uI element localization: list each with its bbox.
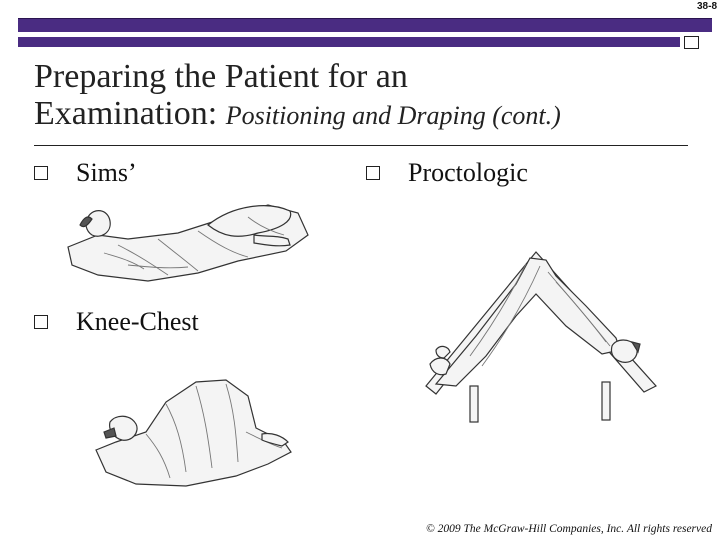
- bullet-knee-chest: [34, 307, 199, 337]
- title-line-2-subtitle: Positioning and Draping (cont.): [225, 101, 561, 130]
- title-underline: [34, 145, 688, 146]
- bullet-sims: [34, 158, 137, 188]
- knee-chest-position-illustration: [86, 372, 296, 492]
- title-line-1: Preparing the Patient for an: [34, 58, 408, 95]
- header-bar-bottom: [18, 37, 680, 47]
- bullet-proctologic-label: Proctologic: [408, 158, 528, 187]
- bullet-square-icon: [34, 315, 48, 329]
- bullet-proctologic: [366, 158, 528, 188]
- header-bar-top: [18, 18, 712, 32]
- bullet-square-icon: [366, 166, 380, 180]
- title-line-2-main: Examination:: [34, 95, 226, 132]
- corner-square: [684, 36, 699, 49]
- proctologic-position-illustration: [406, 246, 668, 424]
- bullet-sims-label: Sims’: [76, 158, 137, 187]
- copyright-footer: © 2009 The McGraw-Hill Companies, Inc. All rights reserved: [426, 523, 712, 535]
- bullet-square-icon: [34, 166, 48, 180]
- bullet-knee-chest-label: Knee-Chest: [76, 307, 199, 336]
- slide-number: 38-8: [696, 1, 717, 12]
- slide-title: [34, 58, 704, 134]
- title-line-2: [34, 95, 704, 134]
- sims-position-illustration: [58, 195, 320, 295]
